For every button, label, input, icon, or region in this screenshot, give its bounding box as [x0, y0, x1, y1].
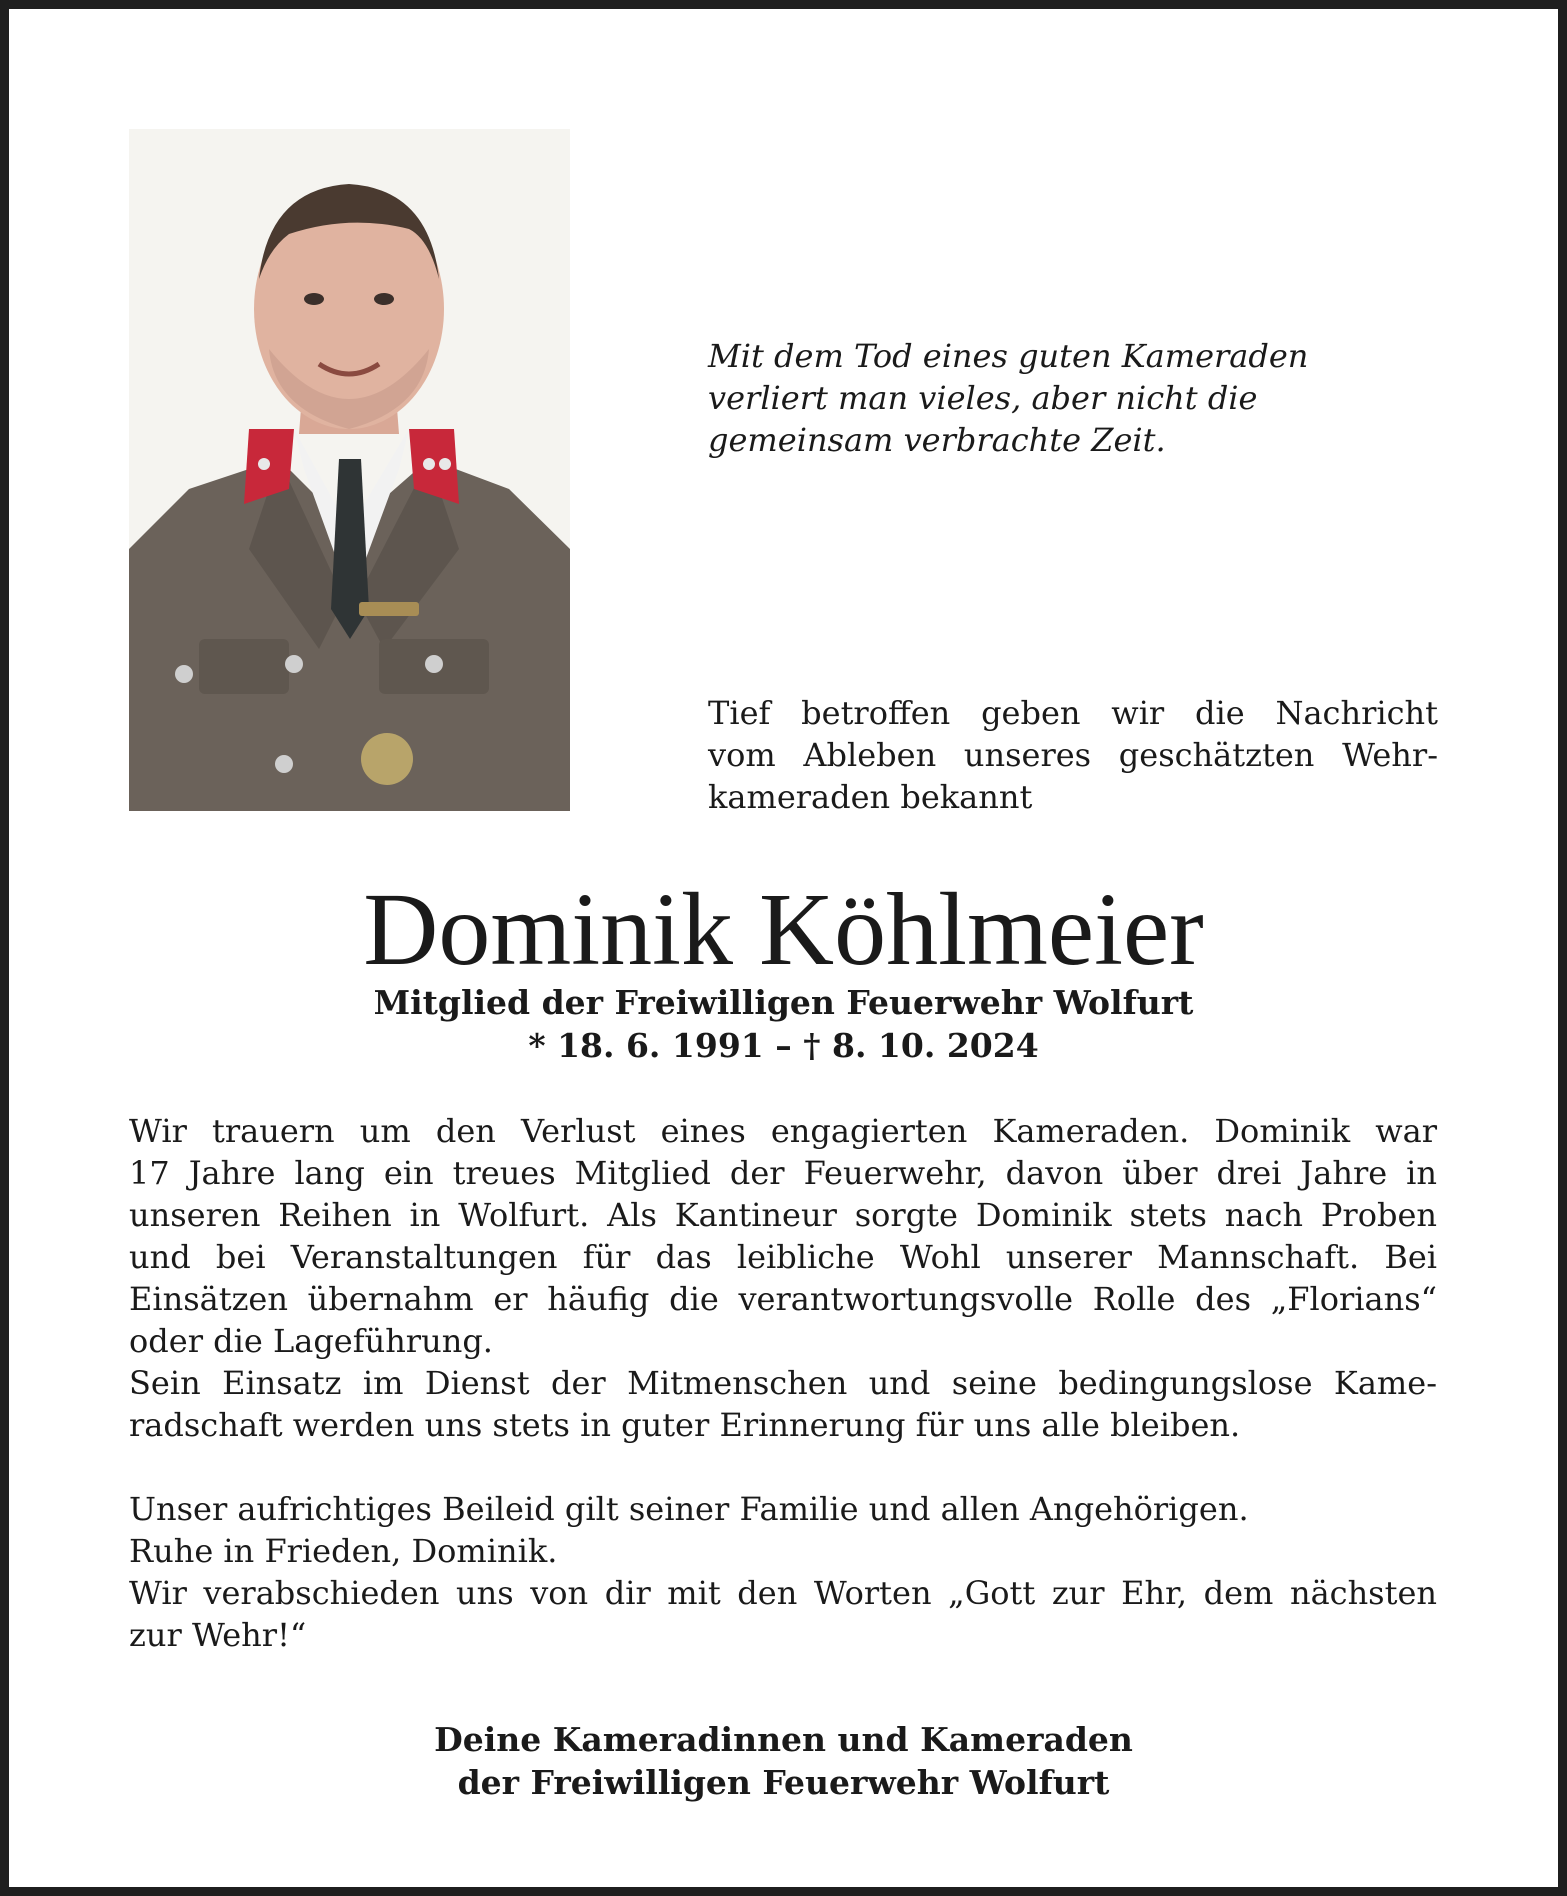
announcement-intro	[708, 692, 1438, 818]
paragraph-gap	[129, 1446, 1437, 1488]
body-line: oder die Lageführung.	[129, 1322, 493, 1360]
signoff-line: der Freiwilligen Feuerwehr Wolfurt	[457, 1763, 1110, 1802]
intro-line: kameraden bekannt	[708, 778, 1033, 816]
body-line: und bei Veranstaltungen für das leibliche Wohl unserer Mannschaft. Bei	[129, 1238, 1437, 1276]
body-line: 17 Jahre lang ein treues Mitglied der Feuerwehr, davon über drei Jahre in	[129, 1154, 1437, 1192]
motto-line: verliert man vieles, aber nicht die	[708, 379, 1258, 417]
portrait-photo	[129, 129, 570, 811]
body-line: zur Wehr!“	[129, 1616, 307, 1654]
body-line: Wir trauern um den Verlust eines engagierten Kameraden. Dominik war	[129, 1112, 1437, 1150]
portrait-photo-icon	[129, 129, 570, 811]
motto-quote	[708, 335, 1468, 461]
intro-line: vom Ableben unseres geschätzten Wehr-	[708, 736, 1438, 774]
membership-subtitle: Mitglied der Freiwilligen Feuerwehr Wolfurt	[373, 983, 1194, 1022]
deceased-name: Dominik Köhlmeier	[363, 872, 1204, 987]
life-dates: * 18. 6. 1991 – † 8. 10. 2024	[528, 1026, 1039, 1065]
body-line: unseren Reihen in Wolfurt. Als Kantineur sorgte Dominik stets nach Proben	[129, 1196, 1437, 1234]
body-line: Unser aufrichtiges Beileid gilt seiner Familie und allen Angehörigen.	[129, 1490, 1249, 1528]
motto-line: Mit dem Tod eines guten Kameraden	[708, 337, 1309, 375]
body-line: Sein Einsatz im Dienst der Mitmenschen und seine bedingungslose Kame-	[129, 1364, 1437, 1402]
body-line: Einsätzen übernahm er häufig die verantwortungsvolle Rolle des „Florians“	[129, 1280, 1437, 1318]
body-line: radschaft werden uns stets in guter Erinnerung für uns alle bleiben.	[129, 1406, 1241, 1444]
obituary-body	[129, 1110, 1437, 1656]
body-line: Wir verabschieden uns von dir mit den Worten „Gott zur Ehr, dem nächsten	[129, 1574, 1437, 1612]
body-line: Ruhe in Frieden, Dominik.	[129, 1532, 558, 1570]
intro-line: Tief betroffen geben wir die Nachricht	[708, 694, 1438, 732]
signoff	[0, 1718, 1567, 1804]
motto-line: gemeinsam verbrachte Zeit.	[708, 421, 1166, 459]
signoff-line: Deine Kameradinnen und Kameraden	[434, 1720, 1133, 1759]
